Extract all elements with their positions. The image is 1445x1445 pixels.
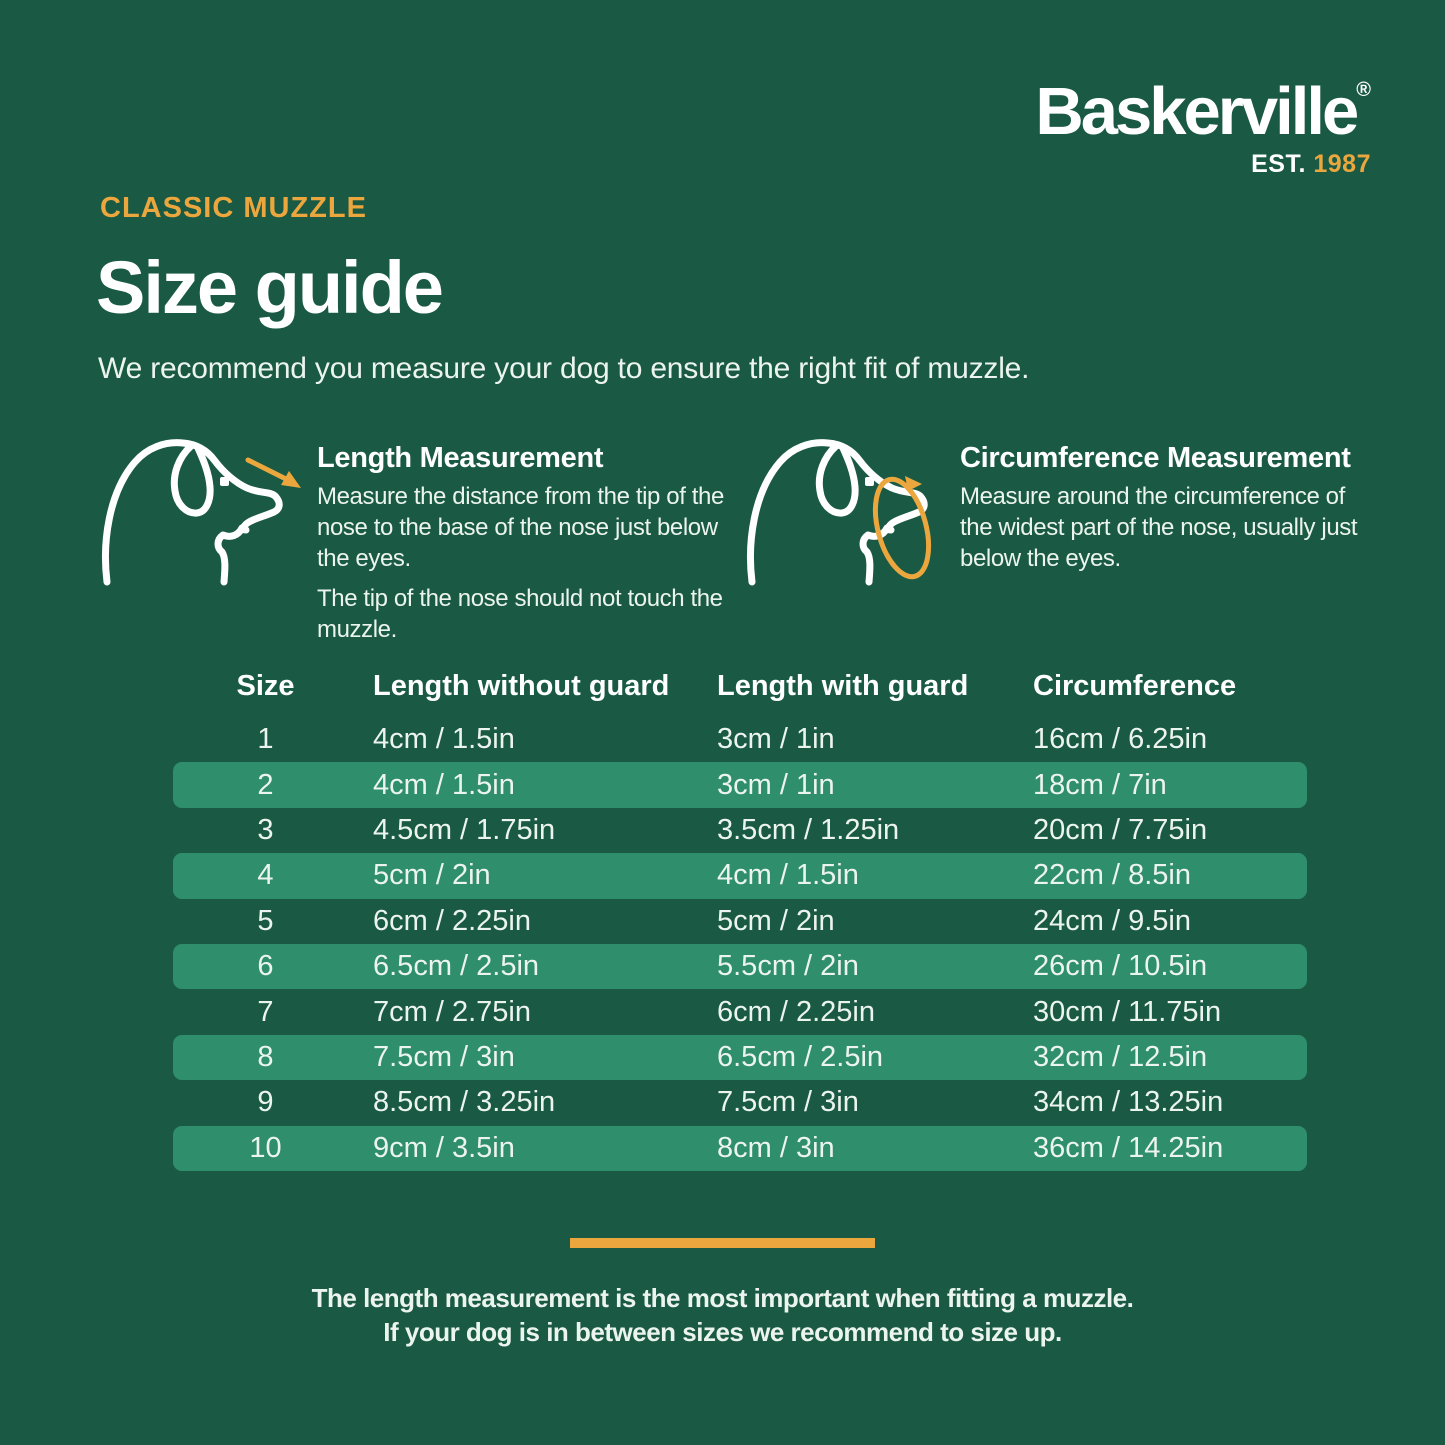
table-row — [173, 1080, 1307, 1125]
size-cell: 9 — [257, 1086, 274, 1119]
circumference-cell: 16cm / 6.25in — [1033, 723, 1208, 756]
brand-logo — [1035, 74, 1371, 179]
length-with-guard-cell: 3cm / 1in — [717, 723, 835, 756]
circumference-cell: 20cm / 7.75in — [1033, 813, 1208, 846]
table-row — [173, 853, 1307, 898]
size-cell: 6 — [257, 950, 274, 983]
size-table-header — [173, 662, 1307, 710]
column-header-circumference: Circumference — [1033, 669, 1237, 702]
circumference-cell: 22cm / 8.5in — [1033, 859, 1191, 892]
dog-head-circumference-loop-icon — [740, 430, 960, 590]
table-row — [173, 899, 1307, 944]
est-year: 1987 — [1313, 150, 1371, 178]
registered-trademark-symbol: ® — [1356, 79, 1371, 101]
size-cell: 4 — [257, 859, 274, 892]
length-without-guard-cell: 6cm / 2.25in — [373, 904, 531, 937]
est-label: EST. — [1251, 150, 1306, 178]
length-with-guard-cell: 3cm / 1in — [717, 768, 835, 801]
length-measurement-heading: Length Measurement — [317, 442, 604, 474]
circumference-cell: 32cm / 12.5in — [1033, 1040, 1208, 1073]
dog-eye-dot — [220, 477, 229, 486]
length-without-guard-cell: 4cm / 1.5in — [373, 723, 515, 756]
length-with-guard-cell: 6cm / 2.25in — [717, 995, 875, 1028]
footer-divider — [570, 1238, 875, 1248]
page-title: Size guide — [96, 246, 442, 329]
brand-wordmark — [1035, 74, 1371, 149]
circumference-measurement-body: Measure around the circumference of the widest part of the nose, usually just below the eyes. — [960, 483, 1358, 572]
length-with-guard-cell: 4cm / 1.5in — [717, 859, 859, 892]
length-without-guard-cell: 5cm / 2in — [373, 859, 491, 892]
table-row — [173, 989, 1307, 1034]
size-cell: 1 — [257, 723, 274, 756]
table-row — [173, 762, 1307, 807]
size-cell: 10 — [249, 1131, 282, 1164]
length-with-guard-cell: 5.5cm / 2in — [717, 950, 859, 983]
footer-note — [0, 1281, 1445, 1349]
product-line-label: CLASSIC MUZZLE — [100, 192, 367, 224]
measure-arrow-icon — [248, 460, 301, 488]
circumference-cell: 34cm / 13.25in — [1033, 1086, 1224, 1119]
table-row — [173, 944, 1307, 989]
length-with-guard-cell: 3.5cm / 1.25in — [717, 813, 900, 846]
column-header-length-without-guard: Length without guard — [373, 669, 670, 702]
size-cell: 3 — [257, 813, 274, 846]
footer-note-line2: If your dog is in between sizes we recommend to size up. — [383, 1317, 1062, 1347]
brand-established-line — [1035, 150, 1371, 179]
table-row — [173, 808, 1307, 853]
size-cell: 8 — [257, 1040, 274, 1073]
dog-head-length-arrow-icon — [95, 430, 315, 590]
length-without-guard-cell: 6.5cm / 2.5in — [373, 950, 540, 983]
column-header-length-with-guard: Length with guard — [717, 669, 969, 702]
brand-wordmark-text: Baskerville — [1035, 74, 1357, 149]
circumference-measurement-heading: Circumference Measurement — [960, 442, 1351, 474]
length-without-guard-cell: 7cm / 2.75in — [373, 995, 531, 1028]
column-header-size: Size — [236, 669, 295, 702]
circumference-cell: 24cm / 9.5in — [1033, 904, 1191, 937]
length-with-guard-cell: 6.5cm / 2.5in — [717, 1040, 884, 1073]
circumference-cell: 26cm / 10.5in — [1033, 950, 1208, 983]
dog-head-outline — [750, 443, 924, 582]
size-cell: 7 — [257, 995, 274, 1028]
length-with-guard-cell: 8cm / 3in — [717, 1131, 835, 1164]
dog-eye-dot — [865, 477, 874, 486]
footer-note-line1: The length measurement is the most important when fitting a muzzle. — [311, 1283, 1134, 1313]
circumference-measurement-section — [960, 441, 1366, 574]
length-without-guard-cell: 9cm / 3.5in — [373, 1131, 515, 1164]
length-measurement-section — [317, 441, 743, 645]
circumference-cell: 30cm / 11.75in — [1033, 995, 1222, 1028]
table-row — [173, 717, 1307, 762]
length-measurement-note: The tip of the nose should not touch the muzzle. — [317, 585, 723, 643]
length-measurement-body: Measure the distance from the tip of the nose to the base of the nose just below the eyes. — [317, 483, 724, 572]
length-with-guard-cell: 7.5cm / 3in — [717, 1086, 859, 1119]
circumference-cell: 18cm / 7in — [1033, 768, 1167, 801]
size-cell: 2 — [257, 768, 274, 801]
length-without-guard-cell: 4cm / 1.5in — [373, 768, 515, 801]
page-subtitle: We recommend you measure your dog to ensure the right fit of muzzle. — [98, 352, 1030, 385]
table-row — [173, 1126, 1307, 1171]
size-table — [173, 662, 1307, 1171]
length-without-guard-cell: 4.5cm / 1.75in — [373, 813, 556, 846]
size-cell: 5 — [257, 904, 274, 937]
size-table-body — [173, 717, 1307, 1171]
table-row — [173, 1035, 1307, 1080]
length-without-guard-cell: 7.5cm / 3in — [373, 1040, 515, 1073]
circumference-cell: 36cm / 14.25in — [1033, 1131, 1224, 1164]
length-with-guard-cell: 5cm / 2in — [717, 904, 835, 937]
length-without-guard-cell: 8.5cm / 3.25in — [373, 1086, 556, 1119]
